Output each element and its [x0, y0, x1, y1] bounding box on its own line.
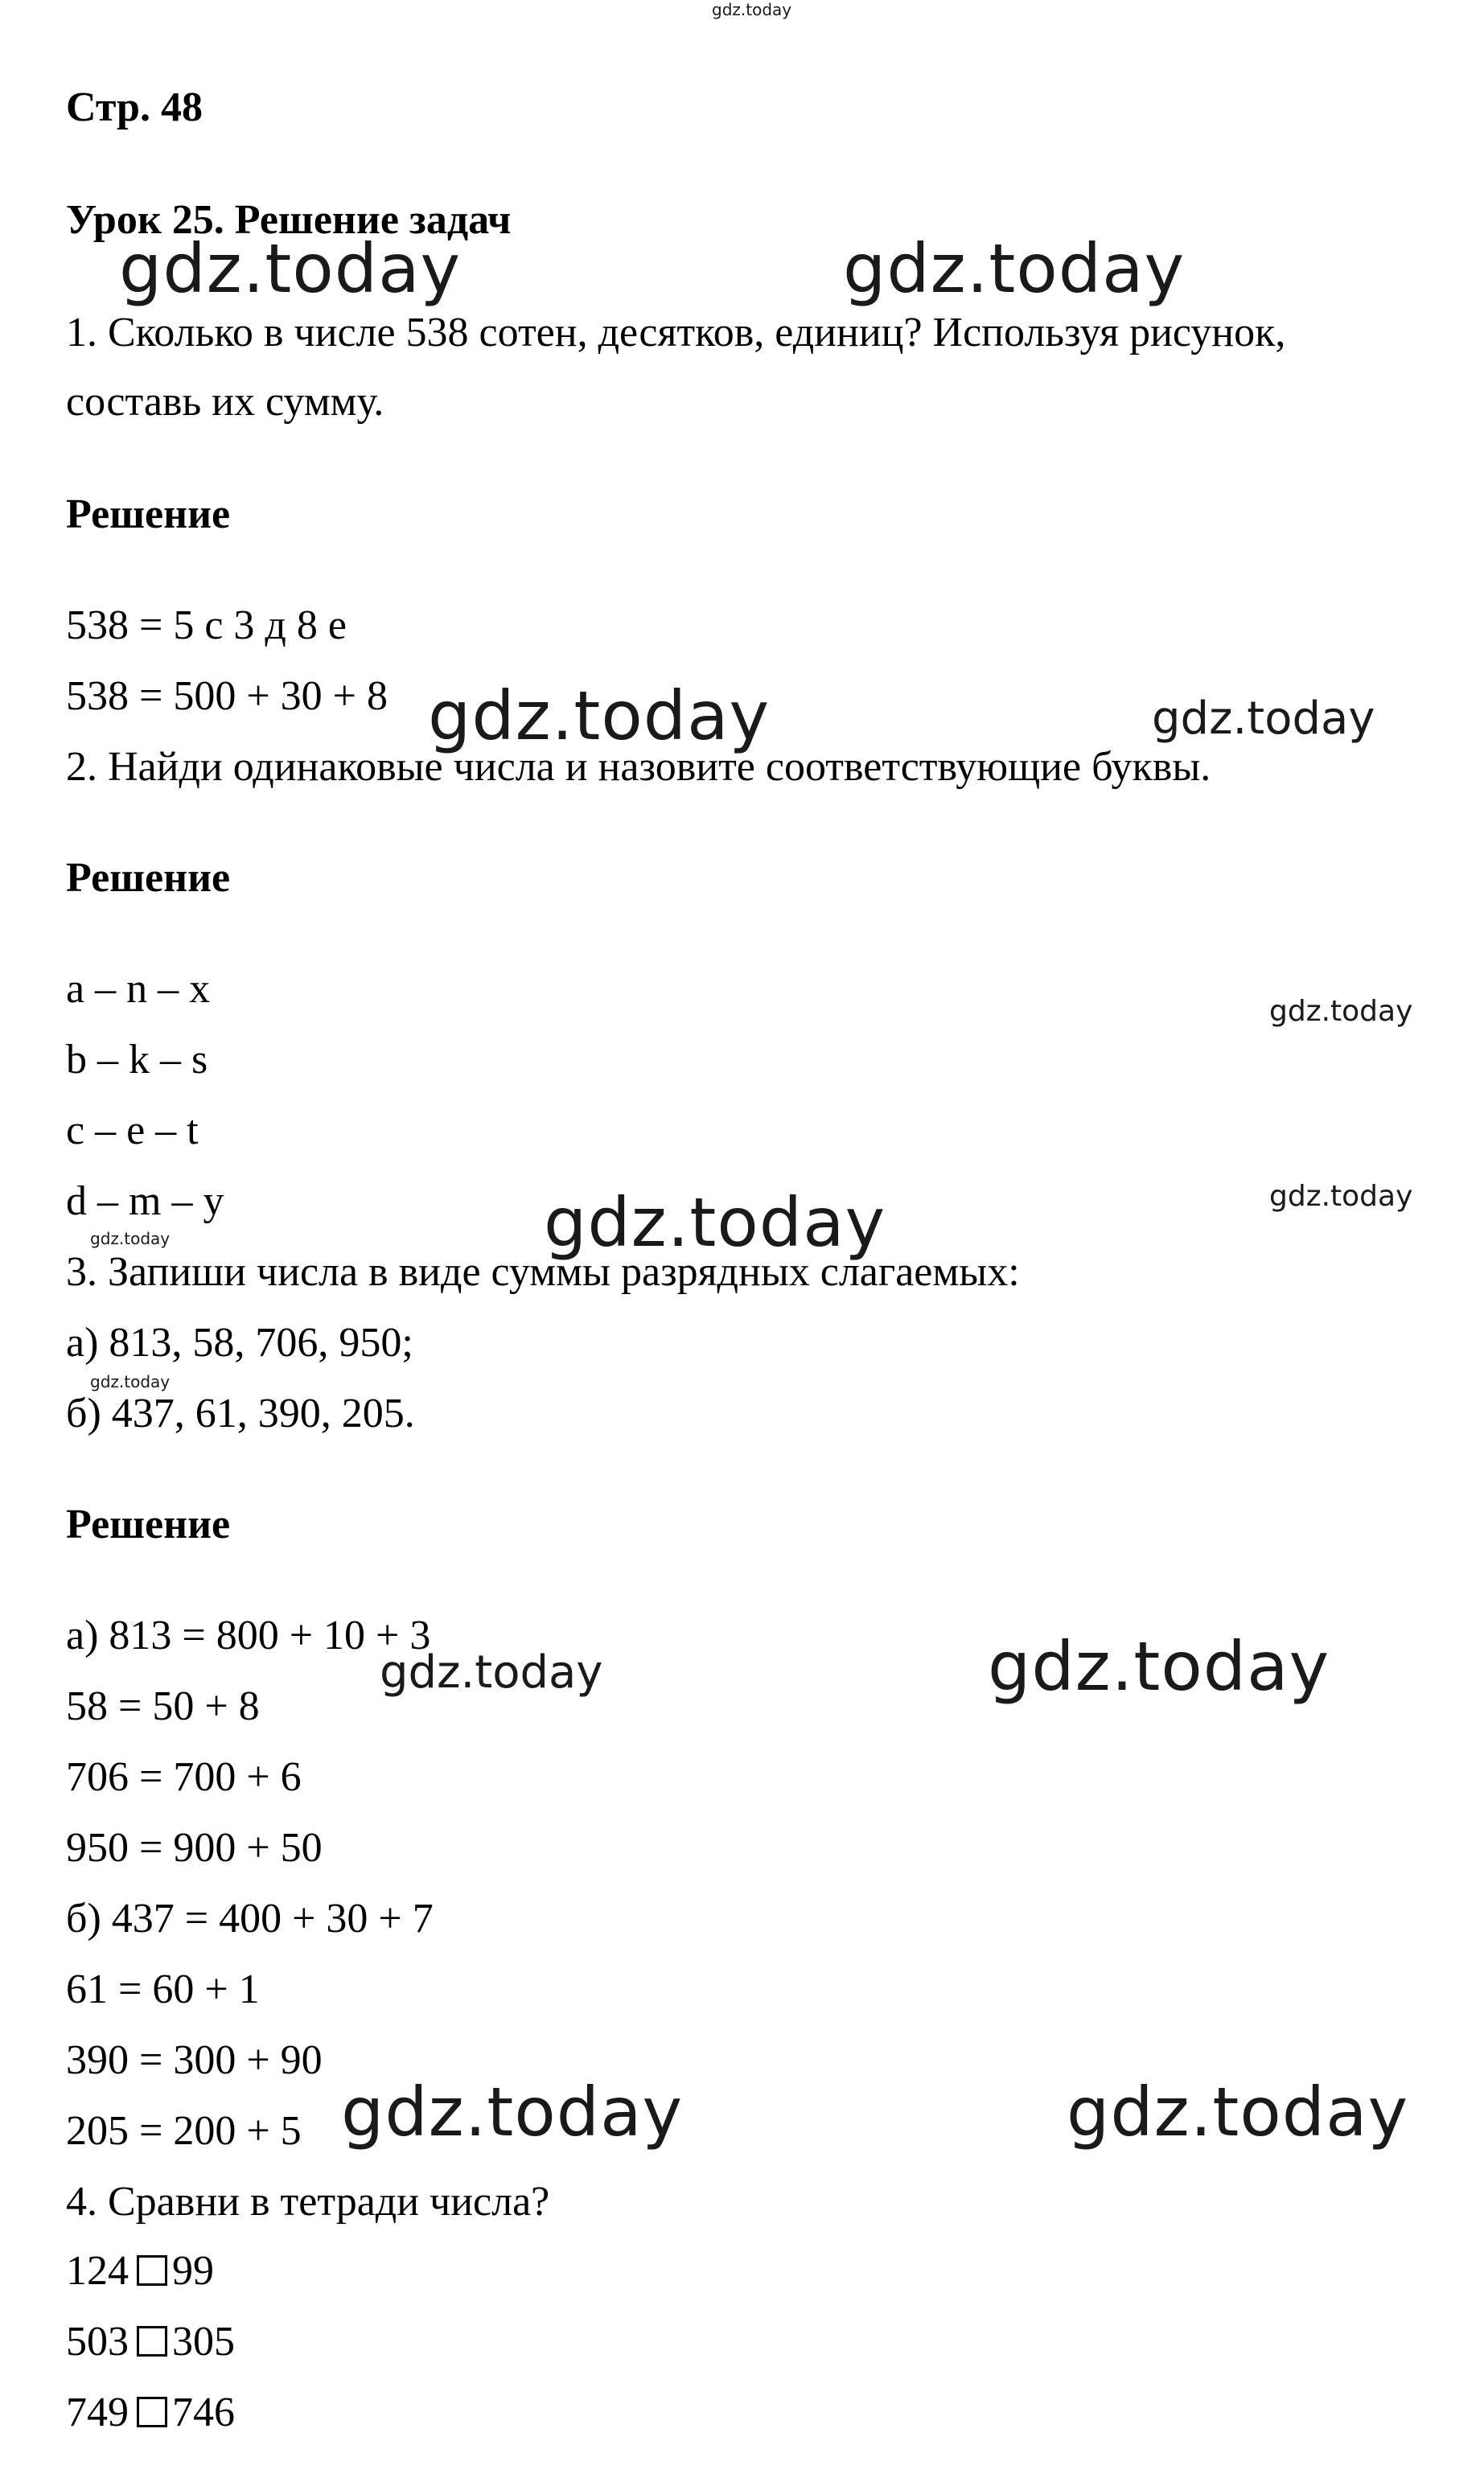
- compare-right-number: 305: [172, 2319, 235, 2365]
- task2-answer-line: a – n – x: [66, 966, 211, 1012]
- task1-question-line1: 1. Сколько в числе 538 сотен, десятков, единиц? Используя рисунок,: [66, 310, 1286, 355]
- task3-answer-line: 390 = 300 + 90: [66, 2037, 323, 2083]
- task3-answer-line: 61 = 60 + 1: [66, 1966, 260, 2012]
- watermark: gdz.today: [1269, 995, 1413, 1028]
- task3-answer-line: 58 = 50 + 8: [66, 1683, 260, 1729]
- watermark: gdz.today: [544, 1183, 886, 1262]
- watermark: gdz.today: [712, 0, 792, 19]
- task3-answer-line: б) 437 = 400 + 30 + 7: [66, 1896, 434, 1942]
- task4-compare-row: [66, 2247, 214, 2295]
- watermark: gdz.today: [1067, 2073, 1409, 2151]
- task3-answer-line: 205 = 200 + 5: [66, 2108, 302, 2154]
- watermark: gdz.today: [90, 1372, 171, 1391]
- watermark: gdz.today: [843, 229, 1186, 308]
- task3-part-a: а) 813, 58, 706, 950;: [66, 1320, 413, 1366]
- compare-left-number: 749: [66, 2390, 129, 2435]
- compare-left-number: 124: [66, 2248, 129, 2294]
- task3-answer-line: а) 813 = 800 + 10 + 3: [66, 1613, 431, 1658]
- task2-answer-line: b – k – s: [66, 1037, 208, 1083]
- task3-part-b: б) 437, 61, 390, 205.: [66, 1391, 415, 1436]
- watermark: gdz.today: [988, 1627, 1330, 1706]
- task1-solution-label: Решение: [66, 491, 231, 537]
- watermark: gdz.today: [341, 2073, 684, 2151]
- task4-question: 4. Сравни в тетради числа?: [66, 2179, 550, 2225]
- task1-answer-line: 538 = 5 с 3 д 8 е: [66, 602, 347, 648]
- page-label: Стр. 48: [66, 84, 203, 130]
- task3-solution-label: Решение: [66, 1502, 231, 1547]
- watermark: gdz.today: [1269, 1180, 1413, 1213]
- task2-solution-label: Решение: [66, 855, 231, 901]
- task3-answer-line: 950 = 900 + 50: [66, 1825, 323, 1871]
- watermark: gdz.today: [380, 1646, 603, 1699]
- task1-answer-line: 538 = 500 + 30 + 8: [66, 673, 388, 719]
- task4-compare-row: [66, 2318, 235, 2366]
- lesson-title: Урок 25. Решение задач: [66, 197, 512, 243]
- watermark: gdz.today: [119, 229, 462, 308]
- watermark: gdz.today: [90, 1229, 171, 1248]
- task2-answer-line: c – e – t: [66, 1107, 199, 1153]
- task2-answer-line: d – m – y: [66, 1178, 224, 1224]
- compare-box: [137, 2326, 167, 2357]
- task2-question: 2. Найди одинаковые числа и назовите соответствующие буквы.: [66, 744, 1211, 790]
- watermark: gdz.today: [428, 676, 771, 755]
- compare-right-number: 99: [172, 2248, 214, 2294]
- watermark: gdz.today: [1152, 692, 1375, 745]
- task3-question: 3. Запиши числа в виде суммы разрядных слагаемых:: [66, 1249, 1020, 1295]
- task3-answer-line: 706 = 700 + 6: [66, 1754, 302, 1800]
- compare-right-number: 746: [172, 2390, 235, 2435]
- task4-compare-row: [66, 2389, 235, 2437]
- compare-box: [137, 2255, 167, 2286]
- compare-box: [137, 2397, 167, 2427]
- compare-left-number: 503: [66, 2319, 129, 2365]
- task1-question-line2: составь их сумму.: [66, 379, 384, 425]
